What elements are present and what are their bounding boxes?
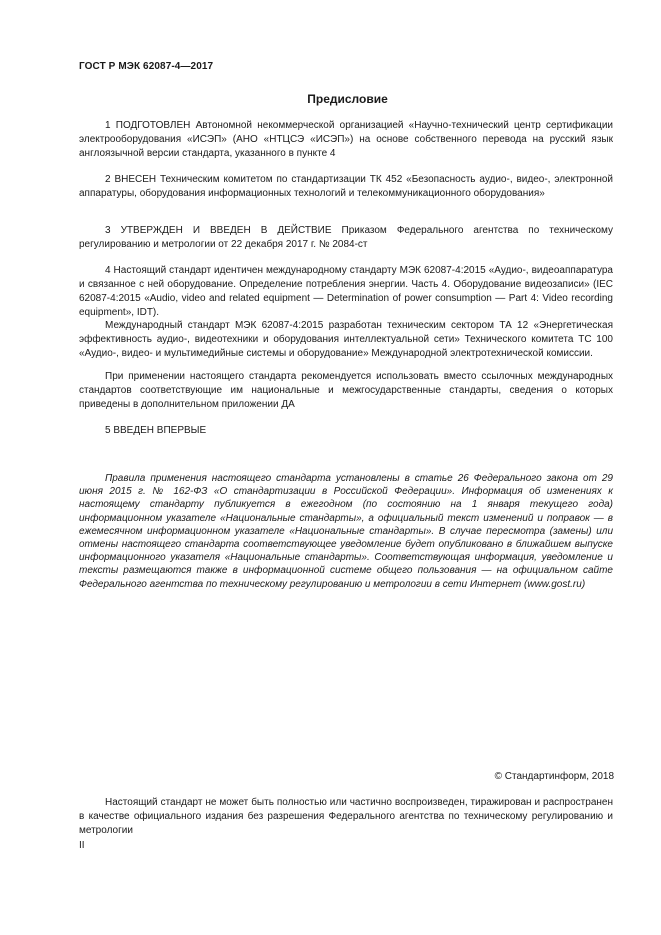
copyright-line: © Стандартинформ, 2018 bbox=[494, 771, 614, 782]
paragraph-1-prepared: 1 ПОДГОТОВЛЕН Автономной некоммерческой организацией «Научно-технический центр сертификации электрооборудования «ИСЭП» (АНО «НТЦСЭ «ИСЭП») на основе собственного перевода на русский язык англоязычной версии стандарта, указанного в пункте 4 bbox=[79, 120, 613, 159]
paragraph-4-references: При применении настоящего стандарта рекомендуется использовать вместо ссылочных международных стандартов соответствующие им национальные и межгосударственные стандарты, сведения о которых приведены в дополнительном приложении ДА bbox=[79, 371, 613, 410]
paragraph-4-developed: Международный стандарт МЭК 62087-4:2015 разработан техническим сектором ТА 12 «Энергетическая эффективность аудио-, видеотехники и оборудования интеллектуальной сети» Технического комитета ТС 100 «Аудио-, видео- и мультимедийные системы и оборудование» Международной электротехнической комиссии. bbox=[79, 320, 613, 359]
paragraph-3-approved: 3 УТВЕРЖДЕН И ВВЕДЕН В ДЕЙСТВИЕ Приказом Федерального агентства по техническому регулированию и метрологии от 22 декабря 2017 г. № 2084-ст bbox=[79, 225, 613, 250]
title-text: Предисловие bbox=[307, 92, 388, 106]
page-title bbox=[0, 92, 661, 106]
document-code-header: ГОСТ Р МЭК 62087-4—2017 bbox=[79, 61, 214, 72]
paragraph-4-identical: 4 Настоящий стандарт идентичен международному стандарту МЭК 62087-4:2015 «Аудио-, видеоаппаратура и связанное с ней оборудование. Определение потребления энергии. Часть 4. Оборудование видеозаписи» (IEC 62087-4:2015 «Audio, video and related equipment — Determination of power consumption — Part 4: Video recording equipment», IDT). bbox=[79, 265, 613, 318]
paragraph-5-first-introduced: 5 ВВЕДЕН ВПЕРВЫЕ bbox=[105, 425, 207, 436]
application-rules-notice: Правила применения настоящего стандарта установлены в статье 26 Федерального закона от 29 июня 2015 г. № 162-ФЗ «О стандартизации в Российской Федерации». Информация об изменениях к настоящему стандарту публикуется в ежегодном (по состоянию на 1 января текущего года) информационном указателе «Национальные стандарты», а официальный текст изменений и поправок — в ежемесячном информационном указателе «Национальные стандарты». В случае пересмотра (замены) или отмены настоящего стандарта соответствующее уведомление будет опубликовано в ближайшем выпуске информационного указателя «Национальные стандарты». Соответствующая информация, уведомление и тексты размещаются также в информационной системе общего пользования — на официальном сайте Федерального агентства по техническому регулированию и метрологии в сети Интернет (www.gost.ru) bbox=[79, 473, 613, 590]
reproduction-notice: Настоящий стандарт не может быть полностью или частично воспроизведен, тиражирован и распространен в качестве официального издания без разрешения Федерального агентства по техническому регулированию и метрологии bbox=[79, 797, 613, 836]
page-number: II bbox=[79, 840, 85, 851]
paragraph-2-submitted: 2 ВНЕСЕН Техническим комитетом по стандартизации ТК 452 «Безопасность аудио-, видео-, электронной аппаратуры, оборудования информационных технологий и телекоммуникационного оборудования» bbox=[79, 174, 613, 199]
